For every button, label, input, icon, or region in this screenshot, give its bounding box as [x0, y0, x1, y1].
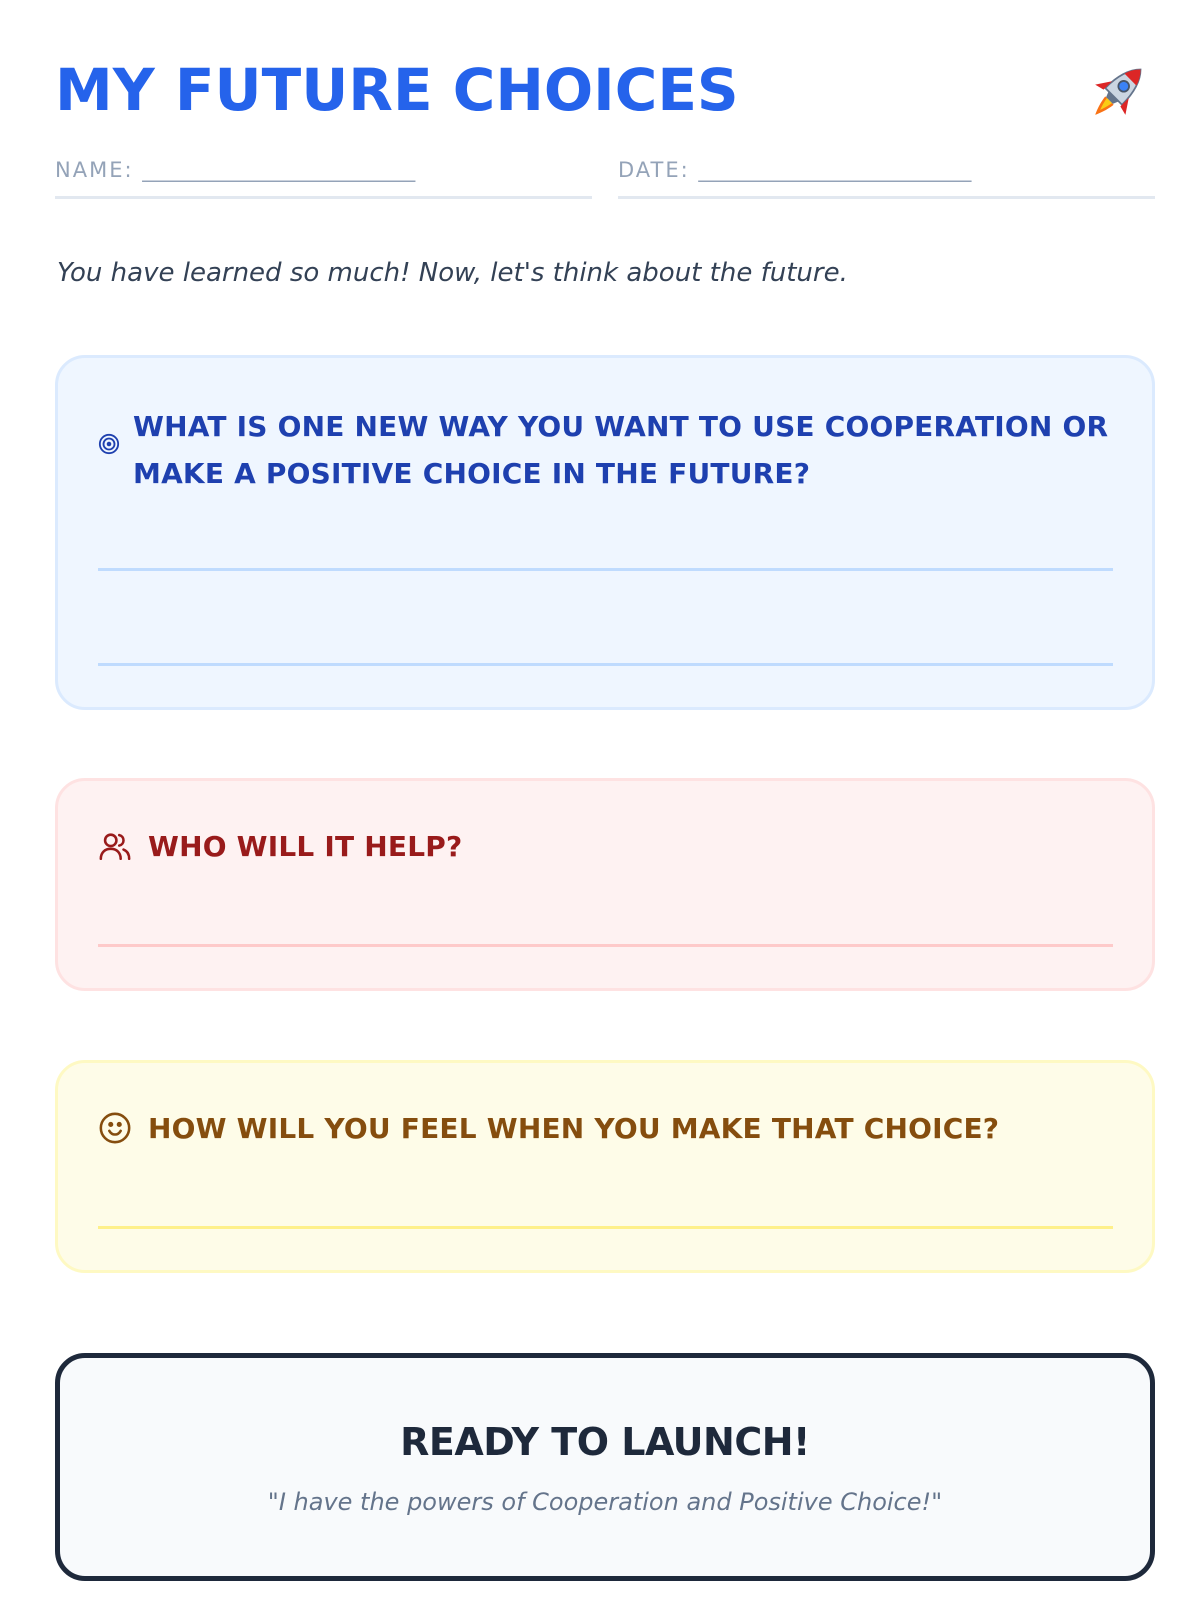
date-field[interactable] — [618, 155, 1155, 199]
answer-line[interactable] — [98, 944, 1113, 947]
name-blank: __________________________ — [142, 158, 416, 182]
worksheet-page — [55, 0, 1155, 1600]
launch-quote: "I have the powers of Cooperation and Positive Choice!" — [267, 1488, 943, 1516]
date-label: DATE: — [618, 158, 690, 182]
question-text: HOW WILL YOU FEEL WHEN YOU MAKE THAT CHOICE? — [148, 1112, 1000, 1145]
header — [55, 55, 1155, 135]
launch-title: READY TO LAUNCH! — [400, 1420, 810, 1464]
question-card-feelings — [55, 1060, 1155, 1273]
date-blank: __________________________ — [698, 158, 972, 182]
answer-line[interactable] — [98, 1226, 1113, 1229]
launch-box — [55, 1353, 1155, 1581]
question-text: WHO WILL IT HELP? — [148, 830, 463, 863]
answer-line[interactable] — [98, 568, 1113, 571]
student-info — [55, 155, 1155, 200]
intro-text: You have learned so much! Now, let's think about the future. — [57, 258, 848, 288]
people-icon — [98, 829, 132, 863]
name-label: NAME: — [55, 158, 134, 182]
question-text: WHAT IS ONE NEW WAY YOU WANT TO USE COOPERATION OR MAKE A POSITIVE CHOICE IN THE FUTURE? — [133, 410, 1109, 490]
question-card-cooperation — [55, 355, 1155, 710]
question-card-who-helps — [55, 778, 1155, 991]
target-icon — [98, 433, 120, 455]
name-field[interactable] — [55, 155, 592, 199]
rocket-icon — [1079, 55, 1155, 131]
page-title: MY FUTURE CHOICES — [55, 56, 739, 124]
answer-line[interactable] — [98, 663, 1113, 666]
smiley-icon — [98, 1111, 132, 1145]
